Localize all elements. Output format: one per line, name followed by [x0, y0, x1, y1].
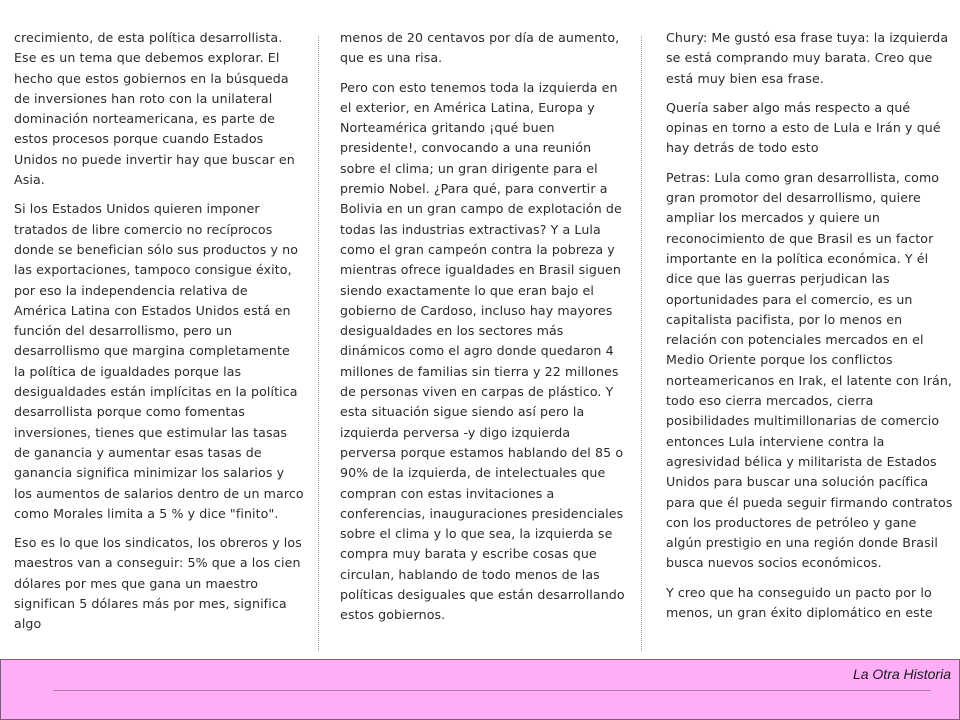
- paragraph: menos de 20 centavos por día de aumento, que es una risa.: [340, 30, 620, 66]
- paragraph: Eso es lo que los sindicatos, los obreros y los maestros van a conseguir: 5% que a los cien dólares por mes que gana un maestro significan 5 dólares más por mes, significa algo: [14, 535, 302, 632]
- column-divider: [318, 36, 319, 651]
- paragraph: Si los Estados Unidos quieren imponer tratados de libre comercio no recíprocos donde se benefician sólo sus productos y no las exportaciones, tampoco consigue éxito, por eso la independencia relativa de América Latina con Estados Unidos está en función del desarrollismo, pero un desarrollismo que margina completamente la política de igualdades porque las desigualdades están implícitas en la política desarrollista porque como fomentas inversiones, tienes que estimular las tasas de ganancia y aumentar esas tasas de ganancia significa minimizar los salarios y los aumentos de salarios dentro de un marco como Morales limita a 5 % y dice "finito".: [14, 201, 304, 521]
- paragraph: crecimiento, de esta política desarrollista. Ese es un tema que debemos explorar. El hecho que estos gobiernos en la búsqueda de inversiones han roto con la unilateral dominación norteamericana, es parte de estos procesos porque cuando Estados Unidos no puede invertir hay que buscar en Asia.: [14, 30, 295, 188]
- paragraph: Quería saber algo más respecto a qué opinas en torno a esto de Lula e Irán y qué hay detrás de todo esto: [666, 99, 941, 156]
- column-divider: [641, 36, 642, 651]
- paragraph: Pero con esto tenemos toda la izquierda en el exterior, en América Latina, Europa y Norteamérica gritando ¡qué buen presidente!, convocando a una reunión sobre el clima; un gran dirigente para el premio Nobel. ¿Para qué, para convertir a Bolivia en un gran campo de explotación de todas las industrias extractivas? Y a Lula como el gran campeón contra la pobreza y mientras ofrece igualdades en Brasil siguen siendo exactamente lo que eran bajo el gobierno de Cardoso, incluso hay mayores desigualdades en los sectores más dinámicos como el agro donde quedaron 4 millones de familias sin tierra y 22 millones de personas viven en carpas de plástico. Y esta situación sigue siendo así pero la izquierda perversa -y digo izquierda perversa porque estamos hablando del 85 o 90% de la izquierda, de intelectuales que compran con estas invitaciones a conferencias, inauguraciones presidenciales sobre el clima y lo que sea, la izquierda se compra muy barata y escribe cosas que circulan, hablando de todo menos de las políticas desiguales que están desarrollando estos gobiernos.: [340, 79, 625, 623]
- footer-divider: [53, 690, 931, 691]
- paragraph: Petras: Lula como gran desarrollista, como gran promotor del desarrollismo, quiere ampliar los mercados y quiere un reconocimiento de que Brasil es un factor importante en la política económica. Y él dice que las guerras perjudican las oportunidades para el comercio, es un capitalista pacifista, por lo menos en relación con potenciales mercados en el Medio Oriente porque los conflictos norteamericanos en Irak, el latente con Irán, todo eso cierra mercados, cierra posibilidades multimillonarias de comercio entonces Lula interviene contra la agresividad bélica y militarista de Estados Unidos para buscar una solución pacífica para que él pueda seguir firmando contratos con los productores de petróleo y gane algún prestigio en una región donde Brasil busca nuevos socios económicos.: [666, 169, 953, 571]
- footer-title: La Otra Historia: [852, 666, 951, 682]
- footer-bar: [0, 659, 960, 720]
- paragraph: Chury: Me gustó esa frase tuya: la izquierda se está comprando muy barata. Creo que está muy bien esa frase.: [666, 30, 949, 86]
- article-columns: [0, 28, 960, 658]
- column-1: [14, 28, 304, 644]
- column-3: [666, 28, 956, 632]
- column-2: [340, 28, 630, 635]
- paragraph: Y creo que ha conseguido un pacto por lo menos, un gran éxito diplomático en este: [666, 584, 933, 621]
